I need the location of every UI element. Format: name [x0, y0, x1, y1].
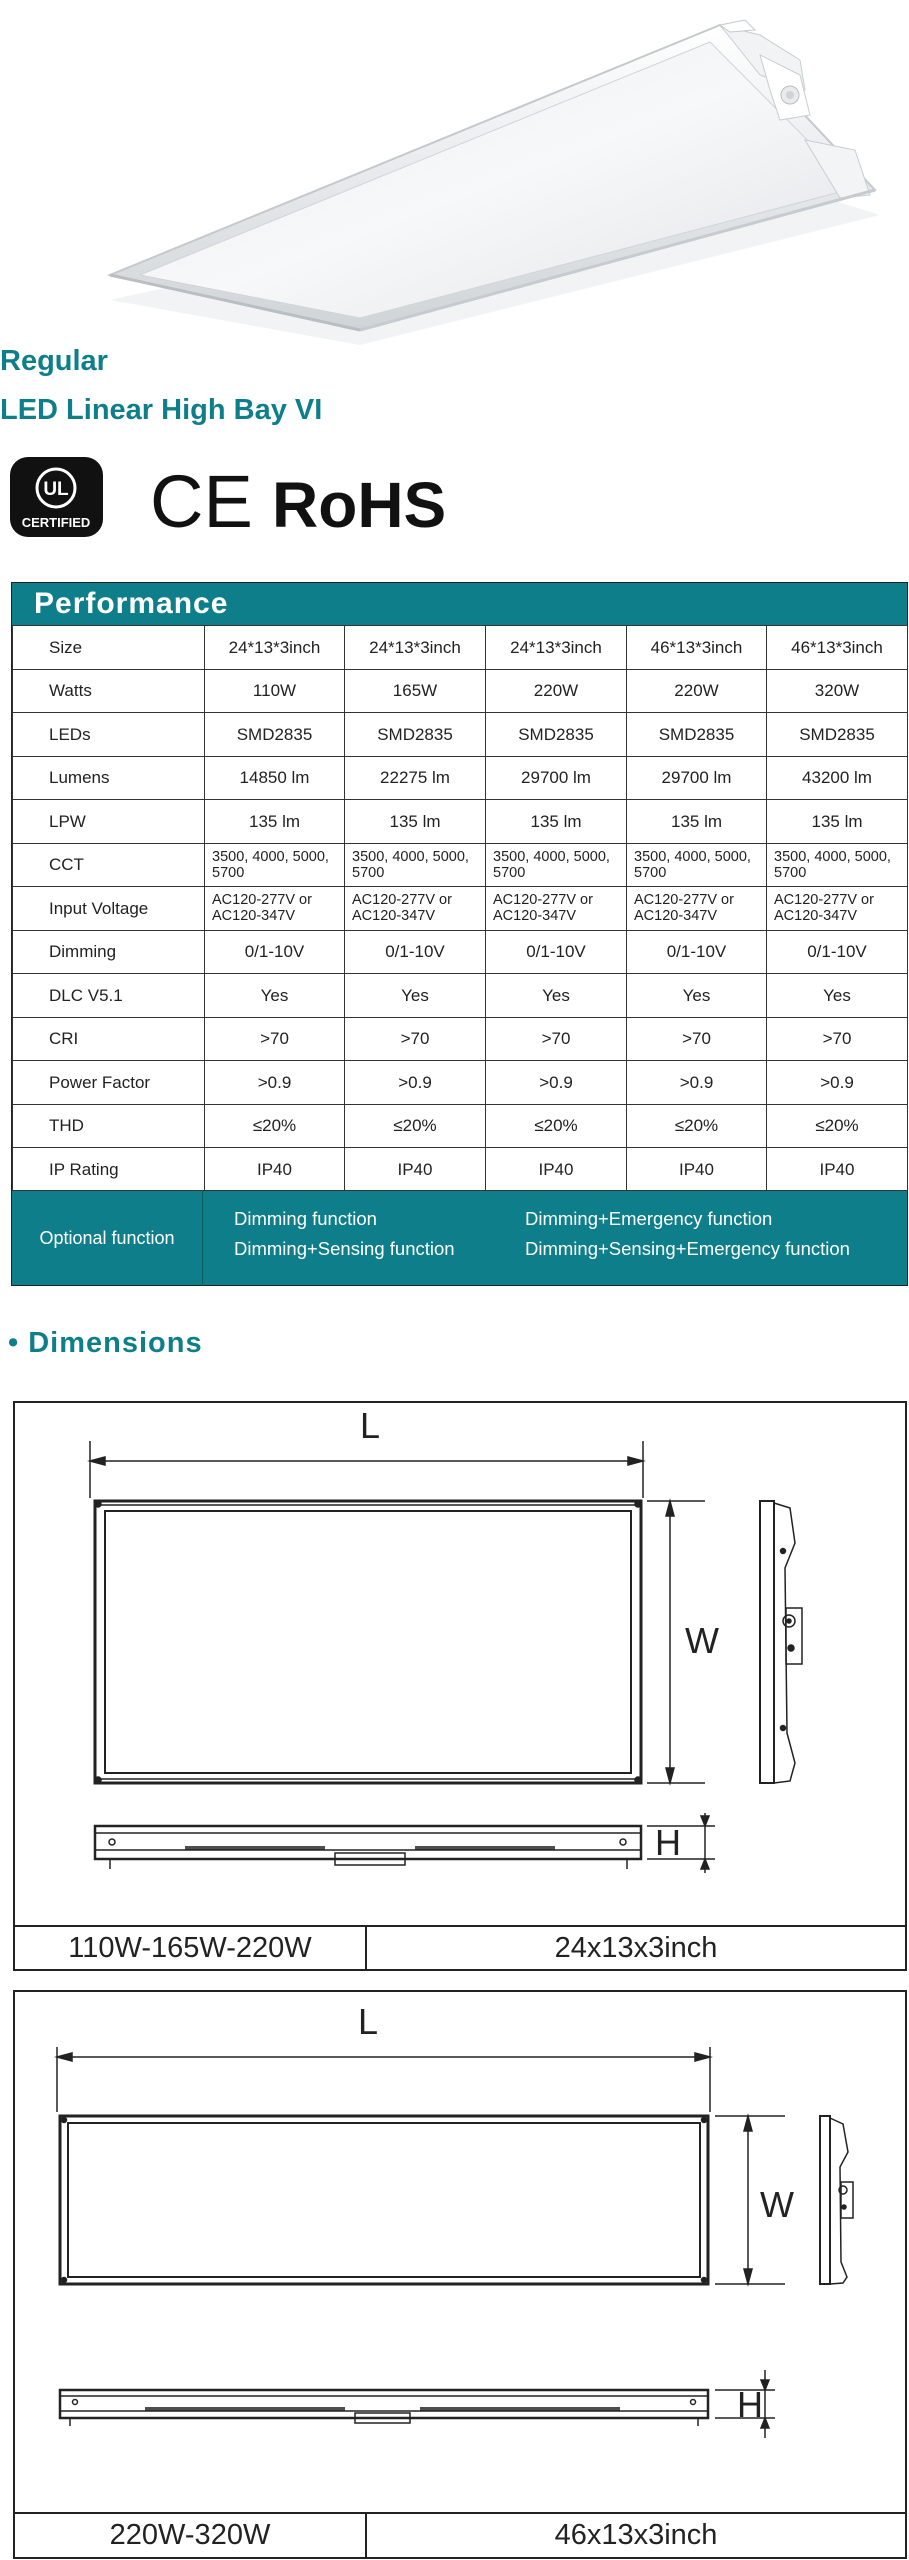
- ce-mark: CE: [150, 460, 253, 543]
- spec-value: IP40: [345, 1148, 486, 1192]
- spec-value: Yes: [627, 974, 767, 1018]
- size-value: 46x13x3inch: [554, 2519, 718, 2551]
- spec-value: SMD2835: [486, 713, 627, 757]
- product-image: [0, 0, 909, 350]
- performance-header: [12, 583, 907, 625]
- model-list: 110W-165W-220W: [15, 1927, 367, 1970]
- drawing-46inch: [15, 1992, 905, 2512]
- spec-value: 135 lm: [486, 800, 627, 844]
- spec-value: 24*13*3inch: [486, 626, 627, 670]
- width-label: W: [760, 2184, 794, 2225]
- table-row: [13, 843, 908, 887]
- spec-value: ≤20%: [345, 1104, 486, 1148]
- ul-certified-logo: [10, 457, 103, 537]
- drawing-24inch: [15, 1403, 905, 1925]
- spec-value: 135 lm: [205, 800, 345, 844]
- width-label: W: [685, 1620, 719, 1661]
- spec-value: SMD2835: [205, 713, 345, 757]
- performance-title: Performance: [34, 587, 229, 620]
- table-row: [13, 887, 908, 931]
- spec-value: >70: [205, 1017, 345, 1061]
- spec-value: SMD2835: [767, 713, 908, 757]
- table-row: [13, 756, 908, 800]
- spec-value: IP40: [767, 1148, 908, 1192]
- option-item: Dimming+Emergency function: [525, 1208, 773, 1229]
- spec-label: Power Factor: [13, 1061, 205, 1105]
- spec-label: Size: [13, 626, 205, 670]
- spec-value: 3500, 4000, 5000, 5700: [205, 843, 345, 887]
- spec-value: 3500, 4000, 5000, 5700: [345, 843, 486, 887]
- spec-value: Yes: [767, 974, 908, 1018]
- spec-label: Lumens: [13, 756, 205, 800]
- spec-label: THD: [13, 1104, 205, 1148]
- vent-strip: [415, 1846, 555, 1850]
- spec-label: LEDs: [13, 713, 205, 757]
- length-label: L: [360, 1405, 381, 1446]
- ul-text: UL: [43, 479, 69, 500]
- spec-label: CCT: [13, 843, 205, 887]
- spec-value: 320W: [767, 669, 908, 713]
- height-label: H: [655, 1822, 681, 1863]
- spec-value: 0/1-10V: [486, 930, 627, 974]
- spec-label: Dimming: [13, 930, 205, 974]
- spec-value: Yes: [345, 974, 486, 1018]
- spec-value: 0/1-10V: [205, 930, 345, 974]
- spec-table: [12, 625, 908, 1192]
- option-item: Dimming+Sensing+Emergency function: [525, 1238, 850, 1259]
- option-item: Dimming+Sensing function: [234, 1238, 455, 1259]
- spec-value: Yes: [205, 974, 345, 1018]
- spec-value: 3500, 4000, 5000, 5700: [627, 843, 767, 887]
- spec-label: DLC V5.1: [13, 974, 205, 1018]
- spec-value: 24*13*3inch: [205, 626, 345, 670]
- spec-value: 46*13*3inch: [627, 626, 767, 670]
- table-row: [13, 1017, 908, 1061]
- spec-value: Yes: [486, 974, 627, 1018]
- spec-label: Watts: [13, 669, 205, 713]
- spec-value: IP40: [627, 1148, 767, 1192]
- certification-logos: [0, 455, 909, 545]
- spec-value: ≤20%: [205, 1104, 345, 1148]
- spec-value: >70: [345, 1017, 486, 1061]
- spec-value: AC120-277V or AC120-347V: [345, 887, 486, 931]
- spec-value: 3500, 4000, 5000, 5700: [486, 843, 627, 887]
- spec-value: 29700 lm: [627, 756, 767, 800]
- option-item: Dimming function: [234, 1208, 377, 1229]
- vent-strip: [185, 1846, 325, 1850]
- spec-label: IP Rating: [13, 1148, 205, 1192]
- spec-value: 43200 lm: [767, 756, 908, 800]
- optional-function-row: [12, 1190, 907, 1285]
- spec-value: 135 lm: [345, 800, 486, 844]
- vent-strip: [420, 2407, 620, 2411]
- spec-value: >0.9: [345, 1061, 486, 1105]
- spec-value: 0/1-10V: [627, 930, 767, 974]
- spec-value: IP40: [486, 1148, 627, 1192]
- table-row: [13, 974, 908, 1018]
- optional-function-label: Optional function: [12, 1191, 203, 1286]
- spec-value: ≤20%: [627, 1104, 767, 1148]
- dimension-footer: [15, 1925, 905, 1970]
- subtitle: Regular: [0, 345, 108, 377]
- spec-value: 46*13*3inch: [767, 626, 908, 670]
- spec-value: SMD2835: [345, 713, 486, 757]
- spec-value: 14850 lm: [205, 756, 345, 800]
- spec-label: LPW: [13, 800, 205, 844]
- spec-value: IP40: [205, 1148, 345, 1192]
- spec-value: 220W: [486, 669, 627, 713]
- performance-table: [11, 582, 908, 1286]
- table-row: [13, 1061, 908, 1105]
- spec-value: 110W: [205, 669, 345, 713]
- spec-value: AC120-277V or AC120-347V: [205, 887, 345, 931]
- ul-certified-text: CERTIFIED: [21, 515, 91, 530]
- spec-value: 24*13*3inch: [345, 626, 486, 670]
- table-row: [13, 1104, 908, 1148]
- spec-value: ≤20%: [486, 1104, 627, 1148]
- product-title: LED Linear High Bay VI: [0, 394, 323, 426]
- spec-value: 29700 lm: [486, 756, 627, 800]
- dimension-footer: [15, 2512, 905, 2557]
- spec-value: >70: [627, 1017, 767, 1061]
- spec-label: CRI: [13, 1017, 205, 1061]
- spec-value: >70: [486, 1017, 627, 1061]
- vent-strip: [145, 2407, 345, 2411]
- spec-value: AC120-277V or AC120-347V: [627, 887, 767, 931]
- length-label: L: [358, 2001, 379, 2042]
- spec-label: Input Voltage: [13, 887, 205, 931]
- table-row: [13, 626, 908, 670]
- spec-value: >0.9: [205, 1061, 345, 1105]
- spec-value: >70: [767, 1017, 908, 1061]
- spec-value: 135 lm: [767, 800, 908, 844]
- dimension-drawing-46inch: [13, 1990, 907, 2559]
- spec-value: 3500, 4000, 5000, 5700: [767, 843, 908, 887]
- rohs-mark: RoHS: [272, 469, 447, 541]
- spec-value: 22275 lm: [345, 756, 486, 800]
- table-row: [13, 930, 908, 974]
- table-row: [13, 1148, 908, 1192]
- table-row: [13, 713, 908, 757]
- spec-value: ≤20%: [767, 1104, 908, 1148]
- table-row: [13, 669, 908, 713]
- spec-value: 220W: [627, 669, 767, 713]
- spec-value: 135 lm: [627, 800, 767, 844]
- spec-value: SMD2835: [627, 713, 767, 757]
- table-row: [13, 800, 908, 844]
- dimension-drawing-24inch: [13, 1401, 907, 1971]
- spec-value: 0/1-10V: [767, 930, 908, 974]
- spec-value: >0.9: [767, 1061, 908, 1105]
- spec-value: 165W: [345, 669, 486, 713]
- spec-value: AC120-277V or AC120-347V: [767, 887, 908, 931]
- size-value: 24x13x3inch: [554, 1932, 718, 1964]
- spec-value: >0.9: [627, 1061, 767, 1105]
- dimensions-title: • Dimensions: [8, 1327, 203, 1359]
- spec-value: >0.9: [486, 1061, 627, 1105]
- height-label: H: [737, 2384, 763, 2425]
- model-list: 220W-320W: [15, 2514, 367, 2557]
- spec-value: 0/1-10V: [345, 930, 486, 974]
- spec-value: AC120-277V or AC120-347V: [486, 887, 627, 931]
